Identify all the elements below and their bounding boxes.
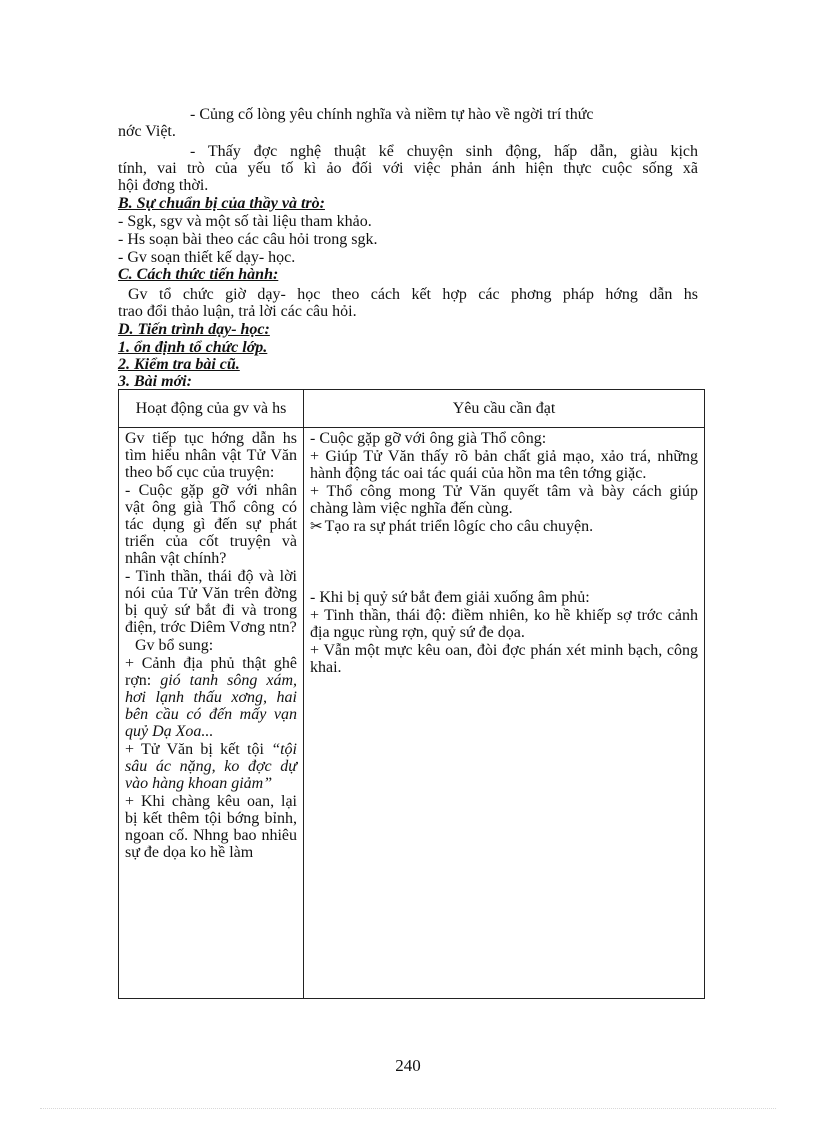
activities-cell xyxy=(119,428,304,999)
section-b-item-2: - Hs soạn bài theo các câu hỏi trong sgk. xyxy=(118,231,378,248)
page-number: 240 xyxy=(395,1056,421,1075)
requirements-cell xyxy=(304,428,705,999)
section-b-item-3: - Gv soạn thiết kế dạy- học. xyxy=(118,249,296,266)
intro-line-1: - Củng cố lòng yêu chính nghĩa và niềm tự hào về ngời trí thức xyxy=(190,106,594,123)
activity-p5-lead: + Cảnh địa phủ thật ghê rợn: xyxy=(125,655,297,689)
table-header-row xyxy=(119,390,705,428)
scissors-icon: ✂ xyxy=(310,519,323,535)
requirement-p1: - Cuộc gặp gỡ với ông già Thổ công: xyxy=(310,430,547,447)
activity-p4: Gv bổ sung: xyxy=(135,637,214,654)
activity-p7: + Khi chàng kêu oan, lại bị kết thêm tội bớng bỉnh, ngoan cố. Nhng bao nhiêu sự đe dọa ko hề làm xyxy=(125,793,297,861)
section-d-step-3: 3. Bài mới: xyxy=(118,373,192,390)
header-requirements: Yêu cầu cần đạt xyxy=(304,390,705,428)
activity-p1: Gv tiếp tục hớng dẫn hs tìm hiểu nhân vật Tử Văn theo bố cục của truyện: xyxy=(125,430,297,481)
section-b-item-1: - Sgk, sgv và một số tài liệu tham khảo. xyxy=(118,213,372,230)
section-d-step-2: 2. Kiểm tra bài cũ. xyxy=(118,356,240,373)
activity-p5-quote: gió tanh sông xám, hơi lạnh thấu xơng, hai bên cầu có đến mấy vạn quỷ Dạ Xoa... xyxy=(125,672,297,740)
requirement-p7: + Vẫn một mực kêu oan, đòi đợc phán xét minh bạch, công khai. xyxy=(310,642,698,676)
activity-p6-lead: + Tử Văn bị kết tội xyxy=(125,741,272,758)
requirement-p6: + Tinh thần, thái độ: điềm nhiên, ko hề khiếp sợ trớc cảnh địa ngục rùng rợn, quỷ sứ đe dọa. xyxy=(310,607,698,641)
activity-p3: - Tinh thần, thái độ và lời nói của Tử Văn trên đờng bị quỷ sứ bắt đi và trong điện, trớc Diêm Vơng ntn? xyxy=(125,568,297,636)
requirement-p3: + Thổ công mong Tử Văn quyết tâm và bày cách giúp chàng làm việc nghĩa đến cùng. xyxy=(310,483,698,517)
intro-line-2b: tính, vai trò của yếu tố kì ảo đối với việc phản ánh hiện thực cuộc sống xã xyxy=(118,160,698,177)
section-d-heading: D. Tiến trình dạy- học: xyxy=(118,321,270,338)
activity-p6 xyxy=(125,741,297,792)
section-b-heading: B. Sự chuẩn bị của thầy và trò: xyxy=(118,195,325,212)
table-row xyxy=(119,428,705,999)
requirement-p4 xyxy=(310,518,698,536)
activity-p6-quote: “tội sâu ác nặng, ko đợc dự vào hàng khoan giảm” xyxy=(125,741,297,792)
intro-line-1b: nớc Việt. xyxy=(118,123,176,140)
requirement-p2: + Giúp Tử Văn thấy rõ bản chất giả mạo, xảo trá, những hành động tác oai tác quái của hồn ma tên tớng giặc. xyxy=(310,448,698,482)
section-d-step-1: 1. ổn định tổ chức lớp. xyxy=(118,339,268,356)
lesson-table xyxy=(118,389,705,999)
intro-line-2: - Thấy đợc nghệ thuật kể chuyện sinh động, hấp dẫn, giàu kịch xyxy=(190,143,698,160)
section-c-heading: C. Cách thức tiến hành: xyxy=(118,266,279,283)
section-c-line-2: trao đổi thảo luận, trả lời các câu hỏi. xyxy=(118,303,357,320)
header-activities: Hoạt động của gv và hs xyxy=(119,390,304,428)
requirement-p4-text: Tạo ra sự phát triển lôgíc cho câu chuyện. xyxy=(324,518,594,535)
intro-line-2c: hội đơng thời. xyxy=(118,177,209,194)
activity-p2: - Cuộc gặp gỡ với nhân vật ông già Thổ công có tác dụng gì đến sự phát triển của cốt truyện và nhân vật chính? xyxy=(125,482,297,567)
spacer xyxy=(310,537,698,589)
page-bottom-divider xyxy=(40,1108,776,1109)
activity-p5 xyxy=(125,655,297,740)
section-c-line-1: Gv tổ chức giờ dạy- học theo cách kết hợp các phơng pháp hớng dẫn hs xyxy=(128,286,698,303)
requirement-p5: - Khi bị quỷ sứ bắt đem giải xuống âm phủ: xyxy=(310,589,590,606)
